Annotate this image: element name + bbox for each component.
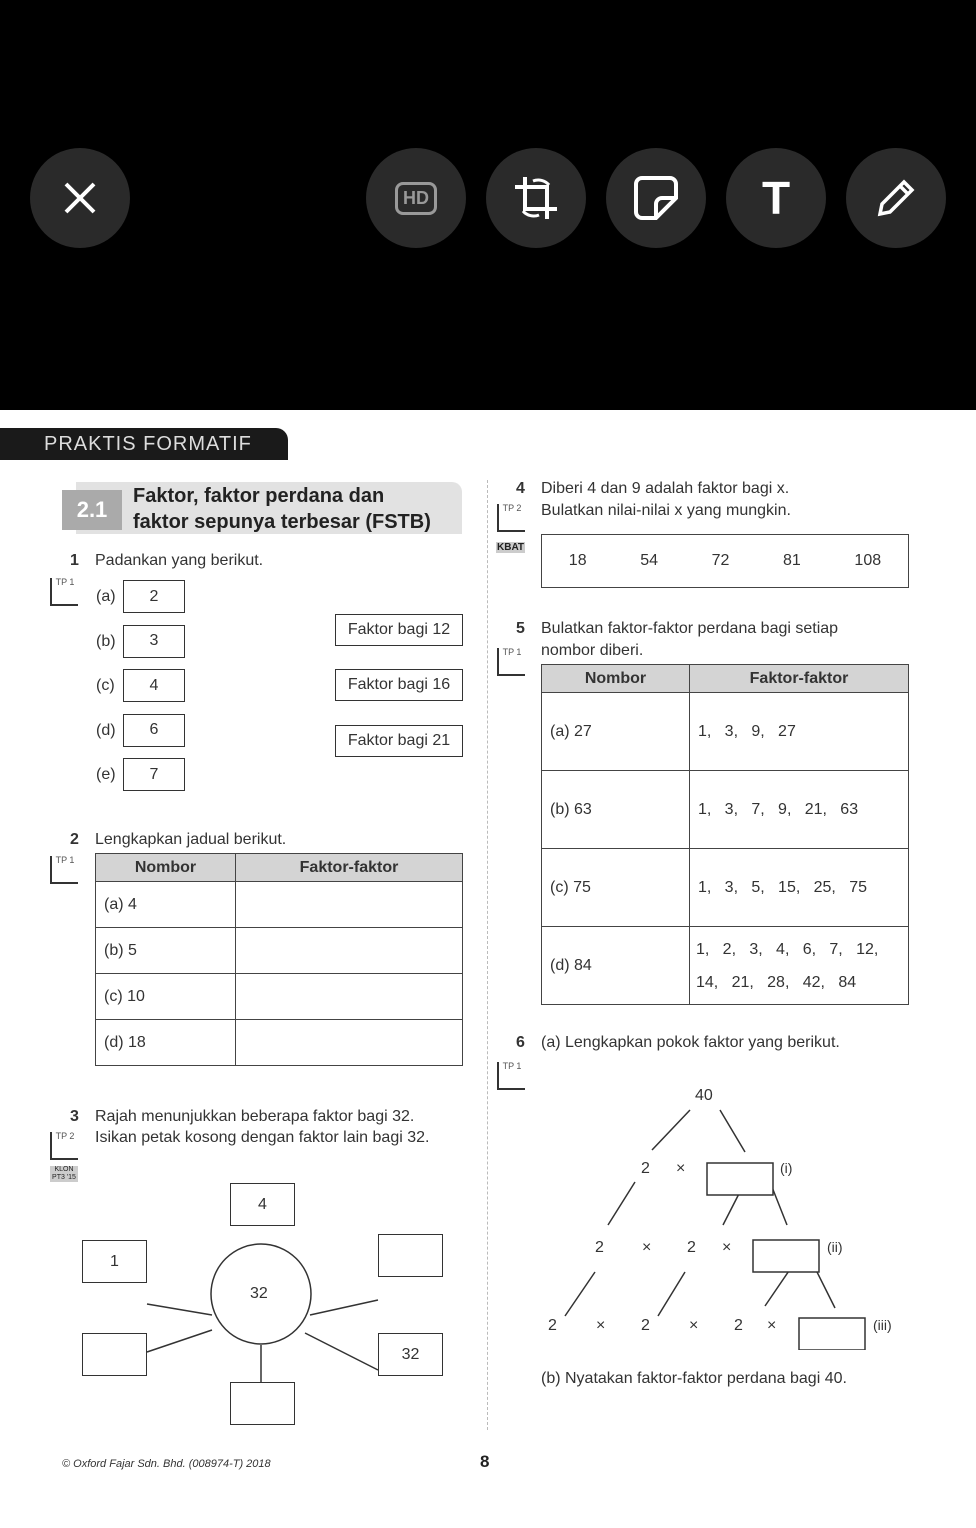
times-sign: ×	[676, 1160, 686, 1177]
answer-cell[interactable]	[236, 928, 463, 974]
q2-number: 2	[70, 831, 79, 848]
sticker-icon	[632, 174, 680, 222]
value-option[interactable]: 81	[783, 552, 801, 569]
q5-line: nombor diberi.	[541, 642, 644, 659]
section-title	[133, 483, 431, 535]
answer-cell[interactable]	[236, 974, 463, 1020]
item-label: (c)	[96, 677, 115, 694]
factors-cell[interactable]: 1, 3, 9, 27	[690, 693, 909, 771]
klon-badge: KLON PT3 '15	[50, 1166, 78, 1182]
q1-number: 1	[70, 552, 79, 569]
tp-badge: TP 1	[50, 578, 78, 606]
q6-part-b: (b) Nyatakan faktor-faktor perdana bagi 40.	[541, 1370, 847, 1387]
q4-line: Diberi 4 dan 9 adalah faktor bagi x.	[541, 480, 790, 497]
text-button[interactable]	[726, 148, 826, 248]
banner	[0, 428, 288, 460]
item-label: (e)	[96, 766, 116, 783]
value-option[interactable]: 54	[640, 552, 658, 569]
copyright: © Oxford Fajar Sdn. Bhd. (008974-T) 2018	[62, 1458, 271, 1470]
close-icon	[60, 178, 100, 218]
table-cell: (a) 27	[542, 693, 690, 771]
match-source[interactable]: 4	[123, 669, 185, 702]
match-source[interactable]: 3	[123, 625, 185, 658]
header-cell: Faktor-faktor	[690, 665, 909, 693]
match-target[interactable]: Faktor bagi 16	[335, 669, 463, 701]
diagram-box[interactable]	[230, 1382, 295, 1425]
q5-line: Bulatkan faktor-faktor perdana bagi setiap	[541, 620, 839, 637]
table-cell: (d) 18	[96, 1020, 236, 1066]
factors-line: 14, 21, 28, 42, 84	[696, 973, 857, 991]
table-cell: (c) 75	[542, 849, 690, 927]
tree-node: 2	[641, 1317, 650, 1334]
tree-label: (ii)	[827, 1239, 843, 1255]
value-option[interactable]: 18	[568, 552, 587, 569]
page-number: 8	[480, 1452, 490, 1471]
item-label: (b)	[96, 632, 116, 650]
q5-table	[541, 664, 909, 1005]
table-cell: (a) 4	[96, 882, 236, 928]
hd-button[interactable]	[366, 148, 466, 248]
title-line: Faktor, faktor perdana dan	[133, 485, 385, 507]
q6-part-a: (a) Lengkapkan pokok faktor yang berikut.	[541, 1034, 840, 1051]
tp-badge: TP 1	[497, 648, 525, 676]
q4-line: Bulatkan nilai-nilai x yang mungkin.	[541, 502, 791, 519]
item-label: (a)	[96, 588, 116, 605]
value-option[interactable]: 108	[854, 552, 882, 569]
q3-number: 3	[70, 1108, 79, 1125]
document-page	[0, 410, 976, 1528]
table-cell: (d) 84	[542, 927, 690, 1005]
header-cell: Nombor	[542, 665, 690, 693]
q4-values-box	[541, 534, 909, 588]
match-target[interactable]: Faktor bagi 21	[335, 725, 463, 757]
match-source[interactable]: 6	[123, 714, 185, 747]
crop-rotate-icon	[511, 173, 561, 223]
diagram-box[interactable]: 1	[82, 1240, 147, 1283]
answer-cell[interactable]	[236, 882, 463, 928]
value-option[interactable]: 72	[711, 552, 730, 569]
diagram-center: 32	[250, 1285, 268, 1302]
tp-badge: TP 2	[497, 504, 525, 532]
header-cell: Faktor-faktor	[236, 854, 463, 882]
times-sign: ×	[722, 1239, 732, 1256]
factors-cell[interactable]: 1, 3, 7, 9, 21, 63	[690, 771, 909, 849]
sticker-button[interactable]	[606, 148, 706, 248]
tree-answer-box[interactable]	[799, 1318, 865, 1350]
tree-answer-box[interactable]	[753, 1240, 819, 1272]
item-label: (d)	[96, 721, 116, 739]
times-sign: ×	[596, 1317, 606, 1334]
answer-cell[interactable]	[236, 1020, 463, 1066]
text-icon: T	[761, 172, 791, 224]
close-button[interactable]	[30, 148, 130, 248]
tp-badge: TP 1	[50, 856, 78, 884]
tree-answer-box[interactable]	[707, 1163, 773, 1195]
q3-line: Isikan petak kosong dengan faktor lain bagi 32.	[95, 1129, 430, 1146]
times-sign: ×	[767, 1317, 777, 1334]
draw-button[interactable]	[846, 148, 946, 248]
pencil-icon	[874, 176, 918, 220]
factors-cell[interactable]	[690, 927, 909, 1005]
title-line: faktor sepunya terbesar (FSTB)	[133, 511, 431, 533]
q1-text: Padankan yang berikut.	[95, 552, 264, 569]
q5-number: 5	[516, 620, 525, 637]
match-source[interactable]: 2	[123, 580, 185, 613]
q2-text: Lengkapkan jadual berikut.	[95, 831, 287, 848]
kbat-badge: KBAT	[497, 542, 525, 553]
factors-line: 1, 2, 3, 4, 6, 7, 12,	[696, 940, 879, 958]
q3-line: Rajah menunjukkan beberapa faktor bagi 32.	[95, 1108, 415, 1125]
tree-root: 40	[695, 1087, 713, 1104]
table-cell: (b) 63	[542, 771, 690, 849]
match-source[interactable]: 7	[123, 758, 185, 791]
match-target[interactable]: Faktor bagi 12	[335, 614, 463, 646]
q6-number: 6	[516, 1034, 525, 1051]
tree-node: 2	[687, 1239, 696, 1256]
diagram-box[interactable]	[82, 1333, 147, 1376]
tree-label: (iii)	[873, 1317, 892, 1333]
banner-text: PRAKTIS FORMATIF	[44, 433, 252, 455]
tree-node: 2	[641, 1160, 650, 1177]
tp-badge: TP 1	[497, 1062, 525, 1090]
q2-table	[95, 853, 463, 1066]
table-cell: (b) 5	[96, 928, 236, 974]
crop-rotate-button[interactable]	[486, 148, 586, 248]
tree-node: 2	[595, 1239, 604, 1256]
tp-badge: TP 2	[50, 1132, 78, 1160]
diagram-box[interactable]: 32	[378, 1333, 443, 1376]
tree-node: 2	[734, 1317, 743, 1334]
section-number: 2.1	[62, 490, 122, 530]
q4-number: 4	[516, 480, 525, 497]
times-sign: ×	[642, 1239, 652, 1256]
diagram-box[interactable]: 4	[230, 1183, 295, 1226]
diagram-box[interactable]	[378, 1234, 443, 1277]
times-sign: ×	[689, 1317, 699, 1334]
factor-tree	[540, 1080, 920, 1350]
factors-cell[interactable]: 1, 3, 5, 15, 25, 75	[690, 849, 909, 927]
tree-label: (i)	[780, 1160, 793, 1176]
table-cell: (c) 10	[96, 974, 236, 1020]
header-cell: Nombor	[96, 854, 236, 882]
hd-icon: HD	[395, 182, 437, 215]
tree-node: 2	[548, 1317, 557, 1334]
